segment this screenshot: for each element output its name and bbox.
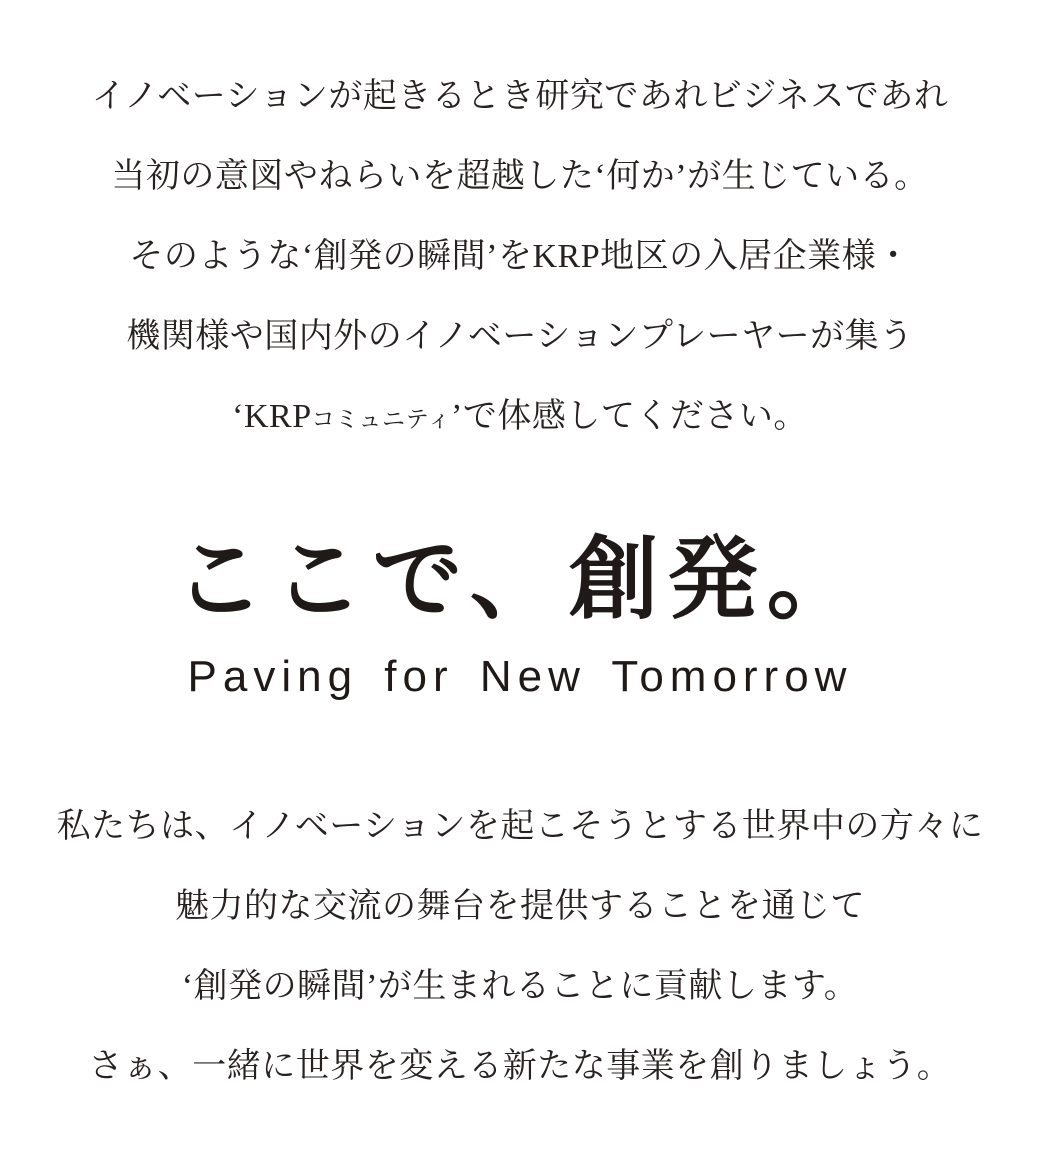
hero-title: ここで、創発。 bbox=[174, 531, 866, 630]
mission-line-3: ‘創発の瞬間’が生まれることに貢献します。 bbox=[181, 968, 859, 1005]
intro-paragraph bbox=[0, 0, 1040, 460]
intro-line-4: 機関様や国内外のイノベーションプレーヤーが集う bbox=[126, 318, 914, 355]
intro-line-1: イノベーションが起きるとき研究であれビジネスであれ bbox=[91, 78, 949, 115]
hero-subtitle: Paving for New Tomorrow bbox=[187, 652, 853, 701]
mission-paragraph bbox=[0, 787, 1040, 1107]
intro-line-5-suffix: ’で体感してください。 bbox=[451, 398, 808, 435]
intro-line-5-small-kana: コミュニティ bbox=[311, 407, 451, 433]
intro-line-5 bbox=[0, 377, 1040, 460]
intro-line-3: そのような‘創発の瞬間’をKRP地区の入居企業様・ bbox=[129, 238, 911, 275]
intro-line-5-prefix: ‘KRP bbox=[232, 398, 312, 435]
mission-line-2: 魅力的な交流の舞台を提供することを通じて bbox=[175, 888, 865, 925]
mission-line-1: 私たちは、イノベーションを起こそうとする世界中の方々に bbox=[56, 808, 984, 845]
mission-line-4: さぁ、一緒に世界を変える新たな事業を創りましょう。 bbox=[88, 1048, 952, 1085]
intro-line-2: 当初の意図やねらいを超越した‘何か’が生じている。 bbox=[111, 158, 929, 195]
